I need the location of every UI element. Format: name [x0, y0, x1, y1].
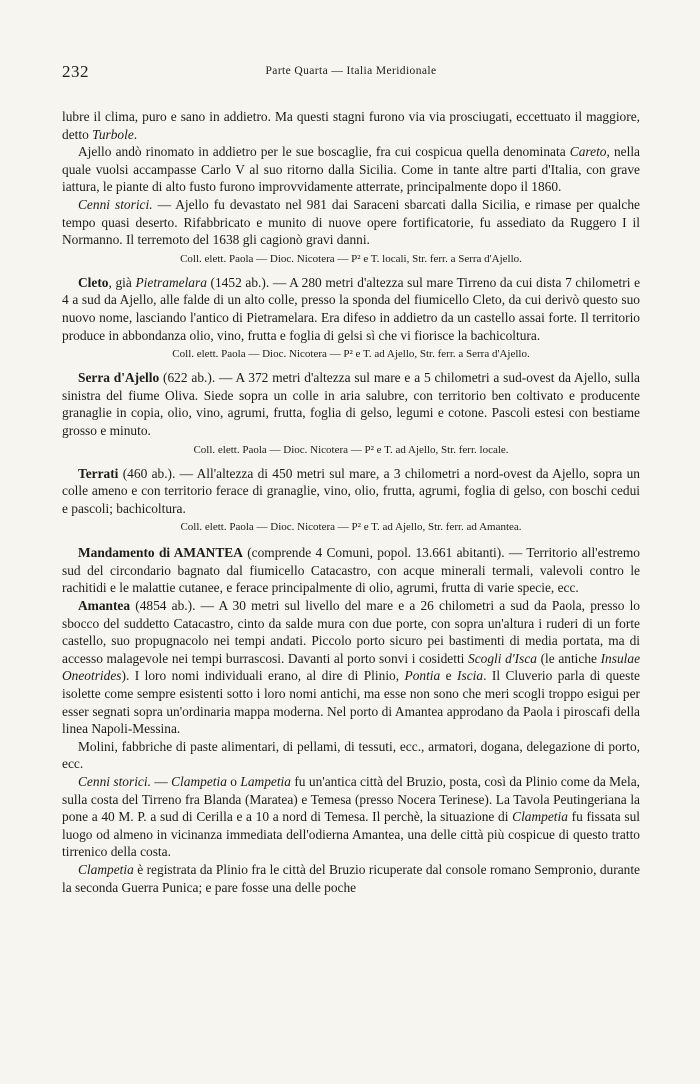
entry-title: Amantea	[78, 598, 131, 614]
entry-cleto: Cleto, già Pietramelara (1452 ab.). — A 280 metri d'altezza sul mare Tirreno da cui dista 7 chilometri e 4 a sud da Ajello, alle falde di un alto colle, presso la sponda del fiumicello Cleto, da cui derivò questo suo nuovo nome, lasciando l'antico di Pietramelara. Era difeso in addietro da un castello assai forte. Il territorio produce in abbondanza olio, vino, frutta e foglia di gelsi sì che vi fiorisce la bachicoltura.	[62, 274, 641, 343]
entry-serra-d-ajello: Serra d'Ajello (622 ab.). — A 372 metri d'altezza sul mare e a 5 chilometri a sud-ovest da Ajello, sulla sinistra del fiume Oliva. Siede sopra un colle in aria salubre, con territorio ben coltivato e producente granaglie in copia, olio, vino, agrumi, frutta, foglia di gelso, legumi e cotone. Pascoli estesi con bestiame grosso e minuto.	[62, 370, 640, 438]
entry-title: Mandamento di AMANTEA	[78, 545, 243, 561]
collegio-note-cleto: Coll. elett. Paola — Dioc. Nicotera — P² e T. ad Ajello, Str. ferr. a Serra d'Ajello.	[172, 348, 530, 361]
collegio-note-serra: Coll. elett. Paola — Dioc. Nicotera — P² e T. ad Ajello, Str. ferr. locale.	[193, 443, 509, 456]
page-number: 232	[62, 62, 89, 81]
paragraph-stagni: lubre il clima, puro e sano in addietro. Ma questi stagni furono via via prosciugati, eccettuato il maggiore, detto Turbole.	[62, 109, 640, 142]
paragraph-clampetia: Clampetia è registrata da Plinio fra le città del Bruzio ricuperate dal console romano Sempronio, durante la seconda Guerra Punica; e pare fosse una delle poche	[62, 861, 640, 895]
collegio-note-terrati: Coll. elett. Paola — Dioc. Nicotera — P² e T. ad Ajello, Str. ferr. ad Amantea.	[180, 521, 522, 534]
entry-mandamento-amantea: Mandamento di AMANTEA (comprende 4 Comuni, popol. 13.661 abitanti). — Territorio all'estremo sud del circondario bagnato dal fiumicello Catacastro, con acque minerali termali, valevoli contro le rachitidi e le malattie cutanee, e ferace principalmente di olio, agrumi, frutta di varie specie, ecc.	[62, 545, 640, 596]
page-body	[62, 108, 640, 896]
entry-title: Serra d'Ajello	[78, 370, 160, 386]
paragraph-cenni-storici-amantea: Cenni storici. — Clampetia o Lampetia fu un'antica città del Bruzio, posta, così da Plinio come da Mela, sulla costa del Tirreno fra Blanda (Maratea) e Temesa (presso Nocera Terinese). La Tavola Peutingeriana la pone a 40 M. P. a sud di Cerilla e a 10 a nord di Temesa. Il perchè, la situazione di Clampetia fu fissata sul luogo od almeno in vicinanza immediata dell'odierna Amantea, una delle città più cospicue di questo tratto tirrenico della costa.	[62, 774, 641, 860]
paragraph-molini: Molini, fabbriche di paste alimentari, di pellami, di tessuti, ecc., armatori, dogana, delegazione di porto, ecc.	[62, 738, 640, 772]
entry-title: Cleto	[78, 274, 109, 290]
paragraph-cenni-storici-ajello: Cenni storici. — Ajello fu devastato nel 981 dai Saraceni sbarcati dalla Sicilia, e rimase per qualche tempo quasi deserto. Rifabbricato e munito di nuove opere fortificatorie, fu assediato da Ruggero I il Normanno. Il terremoto del 1638 gli cagionò gravi danni.	[62, 196, 640, 248]
collegio-note-ajello: Coll. elett. Paola — Dioc. Nicotera — P² e T. locali, Str. ferr. a Serra d'Ajello.	[180, 252, 522, 265]
entry-amantea: Amantea (4854 ab.). — A 30 metri sul livello del mare e a 26 chilometri a sud da Paola, presso lo sbocco del suddetto Catacastro, cinto da salde mura con due porte, con sopra un'altura i ruderi di un forte castello, suo propugnacolo nei tempi andati. Piccolo porto sicuro pei bastimenti di media portata, ma di accesso malagevole nei tempi burrascosi. Davanti al porto sonvi i cosidetti Scogli d'Isca (le antiche Insulae Oneotrides). I loro nomi individuali erano, al dire di Plinio, Pontia e Iscia. Il Cluverio parla di queste isolette come sempre esistenti sotto i loro nomi antichi, ma esse non sono che meri scogli troppo esigui per esser segnati sopra un'ordinaria mappa moderna. Nel porto di Amantea approdano da Paola i piroscafi della linea Napoli-Messina.	[62, 598, 641, 737]
paragraph-boscaglie: Ajello andò rinomato in addietro per le sue boscaglie, fra cui cospicua quella denominata Careto, nella quale vuolsi accampasse Carlo V al suo ritorno dalla Sicilia. Come in tante altre parti d'Italia, con grave iattura, le piante di alto fusto furono improvvidamente atterrate, principalmente dopo il 1860.	[62, 144, 640, 195]
entry-terrati: Terrati (460 ab.). — All'altezza di 450 metri sul mare, a 3 chilometri a nord-ovest da Ajello, sopra un colle ameno e con territorio ferace di granaglie, vino, olio, frutta, agrumi, foglia di gelso, con boschi cedui e pascoli; bachicoltura.	[62, 465, 640, 516]
page-header	[62, 62, 640, 86]
running-head: Parte Quarta — Italia Meridionale	[265, 65, 437, 77]
entry-title: Terrati	[78, 465, 119, 481]
